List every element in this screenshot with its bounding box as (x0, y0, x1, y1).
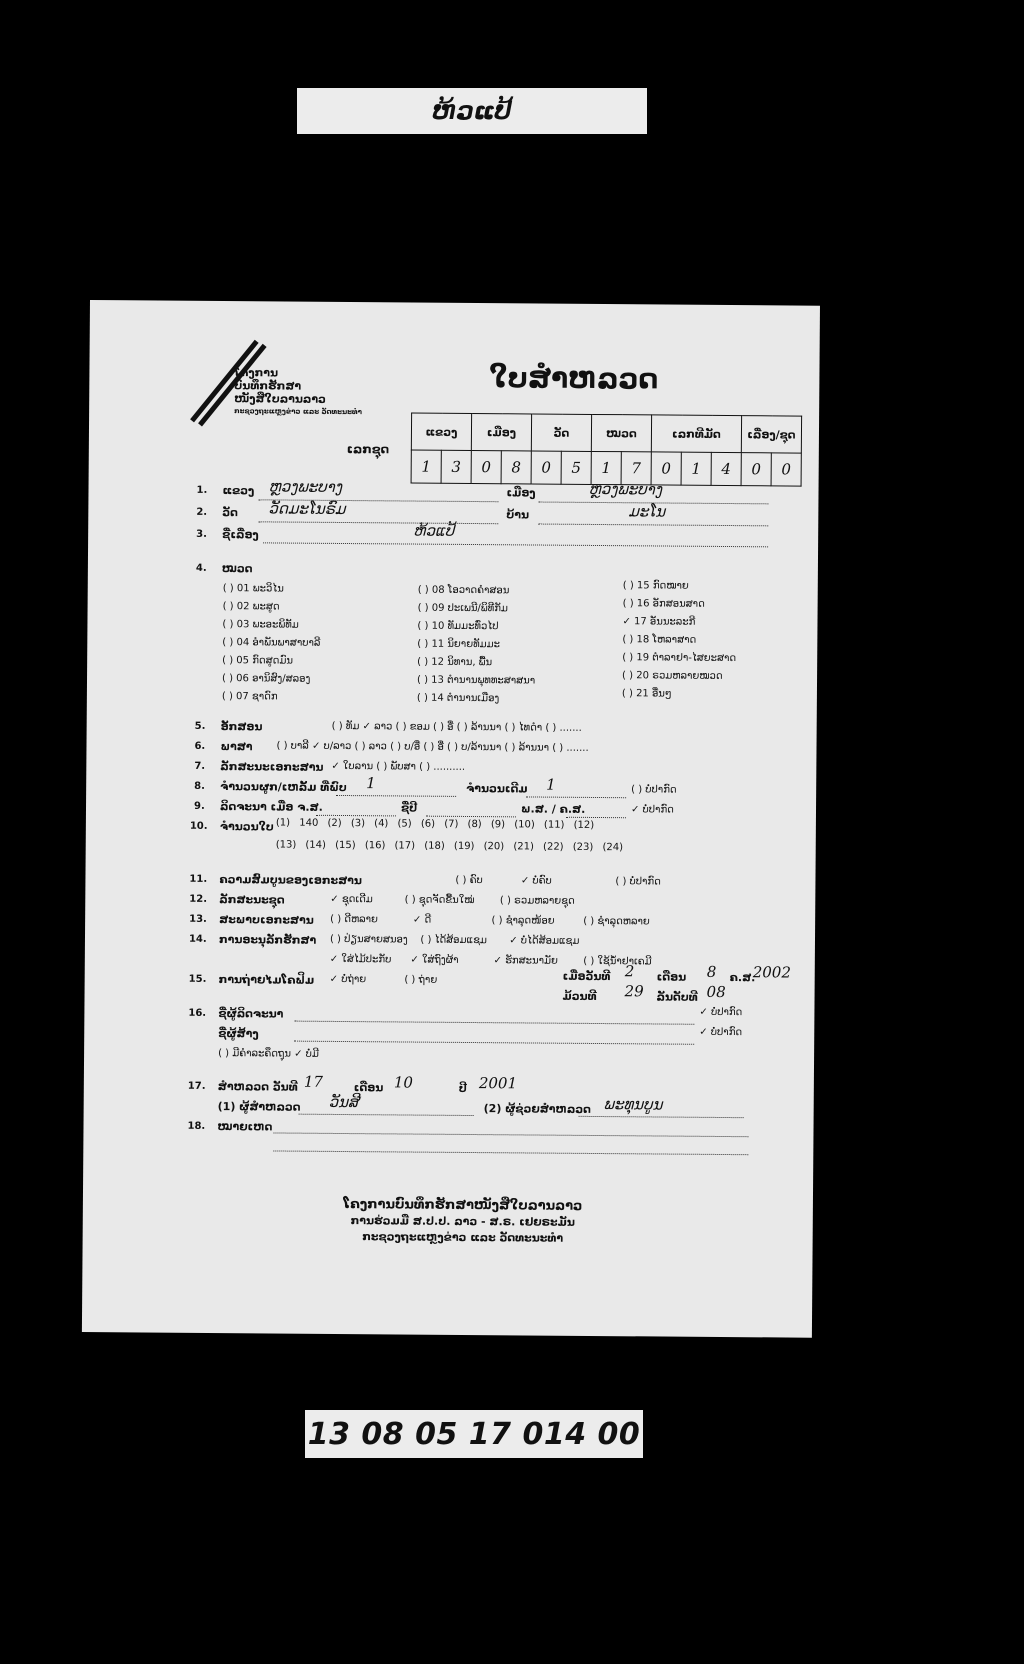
leaf-count-label: ຈຳນວນໃບ (219, 820, 274, 834)
assistant-value: ພະທຸນບູນ (603, 1095, 663, 1114)
project-footer (263, 1196, 663, 1247)
reference-code-table (411, 413, 803, 487)
ref-header: ໝວດ (591, 414, 651, 451)
field-number: 4. (195, 562, 207, 574)
condition-label: ສະພາບເອກະສານ (219, 913, 314, 927)
survey-date-label: ສຳຫລວດ ວັນທີ (217, 1080, 298, 1094)
field-number: 17. (187, 1080, 206, 1092)
film-month-label: ເດືອນ (656, 970, 687, 984)
ref-digit: 0 (741, 453, 771, 486)
ministry-line: ບົນທຶກຮັກສາ (234, 379, 302, 393)
temple-label: ວັດ (222, 506, 238, 520)
category-option: ( ) 03 ພະອະພິທັມ (222, 619, 299, 631)
field-number: 2. (196, 506, 208, 518)
category-option: ( ) 20 ຣວມຫລາຍໝວດ (622, 670, 723, 682)
district-value: ຫຼວງພະບາງ (588, 479, 663, 499)
field-number: 16. (188, 1007, 207, 1019)
ref-header: ເມືອງ (471, 414, 531, 451)
document-title: ໃບສຳຫລວດ (489, 361, 659, 396)
category-option: ✓ 17 ອັນນະລະກີ (622, 616, 696, 628)
title-value: ຫ້ວແປ້ (413, 521, 455, 540)
field-number: 1. (196, 484, 208, 496)
condition-options: ( ) ດີຫລາຍ ✓ ດີ ( ) ຊຳລຸດໜ້ອຍ ( ) ຊຳລຸດຫລາຍ (330, 913, 650, 928)
category-option: ( ) 13 ຕຳນານພຸທທະສາສນາ (416, 674, 536, 687)
ref-label: ເລກຊຸດ (346, 442, 390, 457)
script-options: ( ) ທັມ ✓ ລາວ ( ) ຂອມ ( ) ອື່ ( ) ລ້ານນາ ( ) ໄທດຳ ( ) ....... (331, 720, 582, 734)
province-value: ຫຼວງພະບາງ (268, 477, 343, 496)
category-option: ( ) 08 ໂອວາດຄຳສອນ (417, 584, 510, 597)
leaf-count-row: (1) 140 (2) (3) (4) (5) (6) (7) (8) (9) (10) (11) (12) (275, 817, 595, 831)
language-label: ພາສາ (220, 740, 253, 754)
original-count-value: 1 (546, 775, 556, 794)
footer-line: ກະຊວງຖະແຫຼງຂ່າວ ແລະ ວັດທະນະທຳ (362, 1230, 564, 1245)
ministry-line: ໂຄງການ (234, 366, 279, 380)
survey-month-label: ເດືອນ (353, 1081, 384, 1095)
field-number: 8. (194, 780, 205, 792)
film-month: 8 (706, 962, 717, 981)
set-type-label: ລັກສະນະຊຸດ (219, 893, 285, 907)
field-number: 5. (194, 720, 206, 732)
sponsor-unknown-option: ✓ ບໍ່ປາກົດ (699, 1026, 743, 1039)
preservation-options-2: ✓ ໃສ່ໄມ້ປະກັບ ✓ ໃສ່ຖົງຜ້າ ✓ ຮັກສະນາມັຍ ( ) ໃຊ້ນ້ຳຢາເຄມີ (329, 953, 652, 968)
ministry-line: ກະຊວງຖະແຫຼງຂ່າວ ແລະ ວັດທະນະທຳ (234, 407, 362, 417)
category-option: ( ) 02 ພະສູດ (222, 601, 280, 613)
remarks-label: ໝາຍເຫດ (217, 1120, 273, 1134)
written-date-label: ລິດຈະນາ ເມື່ອ ຈ.ສ. (219, 800, 323, 814)
completeness-label: ຄວາມສົມບູນຂອງເອກະສານ (219, 873, 363, 888)
dotted-line (299, 1113, 474, 1116)
category-option: ( ) 15 ກົດໝາຍ (622, 580, 689, 592)
ref-digit: 1 (681, 452, 711, 485)
category-option: ( ) 16 ອັກສອນສາດ (622, 598, 705, 610)
ministry-block (234, 366, 362, 419)
fascicle-count-value: 1 (366, 774, 376, 793)
film-year-label: ຄ.ສ. (729, 971, 756, 985)
era-label: ພ.ສ. / ຄ.ສ. (520, 802, 586, 816)
film-roll: 29 (624, 982, 644, 1001)
date-unknown-option: ✓ ບໍ່ປາກົດ (630, 804, 674, 816)
dotted-line (566, 816, 626, 818)
dotted-line (294, 1020, 694, 1025)
ref-digit: 0 (531, 451, 561, 484)
surveyor-value: ວັນສີ (328, 1092, 359, 1112)
category-option: ( ) 21 ອື່ນໆ (621, 688, 672, 700)
doc-type-label: ລັກສະນະເອກະສານ (220, 760, 324, 774)
dotted-line (336, 794, 456, 797)
microfilm-label: ການຖ່າຍໄມໂຄຟິມ (218, 973, 315, 987)
dotted-line (579, 1115, 744, 1118)
scribe-label: ຊື່ຜູ້ລິດຈະນາ (218, 1007, 284, 1021)
film-day: 2 (624, 962, 635, 981)
village-label: ບ້ານ (506, 508, 530, 522)
doc-type-options: ✓ ໃບລານ ( ) ພັບສາ ( ) .......... (331, 760, 466, 773)
survey-year: 2001 (478, 1074, 518, 1093)
dotted-line (273, 1149, 748, 1155)
field-number: 7. (194, 760, 206, 772)
ref-digit: 3 (441, 450, 471, 483)
category-option: ( ) 04 ອຳພັນພາສາບາລີ (222, 637, 321, 649)
field-number: 15. (188, 973, 207, 985)
dotted-line (294, 1040, 694, 1045)
dotted-line (526, 795, 626, 798)
document-label-top: ຫ້ວແປ້ (297, 88, 647, 134)
ref-header: ເລກທີມັດ (651, 415, 741, 453)
count-unknown-option: ( ) ບໍ່ປາກົດ (631, 784, 677, 796)
category-option: ( ) 10 ທັມມະທົ່ວໄປ (417, 620, 499, 633)
field-number: 12. (189, 893, 208, 905)
film-date-label: ເມື່ອວັນທີ (562, 969, 611, 984)
dotted-line (426, 815, 516, 818)
category-option: ( ) 12 ນິທານ, ພື້ນ (417, 656, 493, 669)
preservation-options: ( ) ປ່ຽນສາຍສນອງ ( ) ໄດ້ສ້ອມແຊມ ✓ ບໍ່ໄດ້ສ້ອມແຊມ (329, 933, 580, 947)
survey-year-label: ປີ (458, 1081, 467, 1095)
category-option: ( ) 14 ຕຳນານເມືອງ (416, 692, 500, 705)
field-number: 14. (188, 933, 207, 945)
category-option: ( ) 07 ຊາດົກ (221, 691, 278, 703)
ref-digit: 0 (651, 452, 681, 485)
category-option: ( ) 01 ພະວິໄນ (222, 583, 284, 595)
footer-line: ການຮ່ວມມື ສ.ປ.ປ. ລາວ - ສ.ຣ. ເຢຍຣະມັນ (350, 1214, 575, 1229)
survey-day: 17 (303, 1072, 324, 1091)
language-options: ( ) ບາລີ ✓ ບ/ລາວ ( ) ລາວ ( ) ບ/ອື່ ( ) ອື່ ( ) ບ/ລ້ານນາ ( ) ລ້ານນາ ( ) ....... (276, 740, 589, 754)
colophon-option: ( ) ມີຄຳລະຄຶດຖຸນ ✓ ບໍ່ມີ (218, 1048, 320, 1060)
field-number: 9. (193, 800, 205, 812)
field-number: 13. (189, 913, 207, 925)
ministry-line: ໜັງສືໃບລານລາວ (234, 392, 326, 406)
year-name-label: ຊື່ປີ (400, 801, 418, 815)
category-label: ໝວດ (221, 562, 253, 576)
document-code-label: 13 08 05 17 014 00 (305, 1410, 643, 1458)
dotted-line (316, 814, 396, 817)
film-year: 2002 (752, 963, 791, 982)
dotted-line (273, 1131, 748, 1137)
district-label: ເມືອງ (506, 486, 536, 500)
category-option: ( ) 06 ອານິສົງ/ສລອງ (221, 673, 311, 685)
field-number: 18. (187, 1120, 206, 1132)
film-order-label: ລັນດັບທີ (656, 990, 698, 1004)
original-count-label: ຈຳນວນເດີມ (466, 781, 528, 796)
microfilm-options: ✓ ບໍ່ຖ່າຍ ( ) ຖ່າຍ (329, 973, 438, 986)
leaf-count-row: (13) (14) (15) (16) (17) (18) (19) (20) (21) (22) (23) (24) (275, 839, 624, 854)
ref-header: ແຂວງ (411, 413, 471, 450)
field-number: 3. (196, 528, 207, 540)
fascicle-count-label: ຈຳນວນຜູກ/ເຫລັ້ມ ທີ່ພົບ (220, 780, 347, 795)
field-number: 6. (194, 740, 206, 752)
footer-line: ໂຄງການບົນທຶກຮັກສາໜັງສືໃບລານລາວ (343, 1197, 583, 1214)
field-number: 11. (189, 873, 208, 885)
preservation-label: ການອະນຸລັກຮັກສາ (218, 933, 317, 947)
assistant-label: (2) ຜູ້ຊ່ວຍສຳຫລວດ (483, 1102, 591, 1116)
scribe-unknown-option: ✓ ບໍ່ປາກົດ (699, 1006, 743, 1019)
province-label: ແຂວງ (222, 484, 255, 498)
film-roll-label: ມ້ວນທີ (562, 989, 597, 1004)
ref-digit: 0 (771, 453, 801, 486)
ref-header: ເລື່ອງ/ຊຸດ (741, 416, 801, 453)
ref-digit: 4 (711, 452, 741, 485)
temple-value: ວັດມະໂນຣົມ (268, 499, 346, 519)
category-option: ( ) 09 ປະເພນີ/ພິທີກັມ (417, 602, 508, 615)
script-label: ອັກສອນ (220, 720, 263, 734)
field-number: 10. (189, 820, 208, 832)
ref-digit: 7 (621, 452, 651, 485)
category-option: ( ) 11 ນິຍາຍທັມມະ (417, 638, 501, 651)
sponsor-label: ຊື່ຜູ້ສ້າງ (218, 1027, 259, 1041)
set-type-options: ✓ ຊຸດເດີມ ( ) ຊຸດຈັດຂື້ນໃໝ່ ( ) ຣວມຫລາຍຊຸດ (330, 893, 575, 907)
ref-digit: 5 (561, 451, 591, 484)
village-value: ມະໂນ (628, 502, 666, 521)
ref-digit: 0 (471, 450, 501, 483)
ref-header: ວັດ (531, 414, 591, 451)
ref-digit: 8 (501, 451, 531, 484)
survey-sheet (82, 300, 820, 1338)
surveyor-label: (1) ຜູ້ສຳຫລວດ (217, 1100, 301, 1114)
category-option: ( ) 19 ຕຳລາຢາ-ໄສຍະສາດ (622, 652, 737, 665)
film-order: 08 (706, 982, 726, 1002)
dotted-line (538, 523, 768, 527)
ref-digit: 1 (591, 451, 621, 484)
title-label: ຊື່ເລື່ອງ (222, 528, 259, 542)
survey-month: 10 (393, 1073, 414, 1092)
ref-digit: 1 (411, 450, 441, 483)
category-option: ( ) 18 ໂຫລາສາດ (622, 634, 697, 646)
category-option: ( ) 05 ກົດສູດມົນ (222, 655, 294, 667)
completeness-options: ( ) ຄົບ ✓ ບໍ່ຄົບ ( ) ບໍ່ປາກົດ (455, 874, 661, 888)
dotted-line (258, 520, 498, 524)
dotted-line (263, 541, 768, 547)
